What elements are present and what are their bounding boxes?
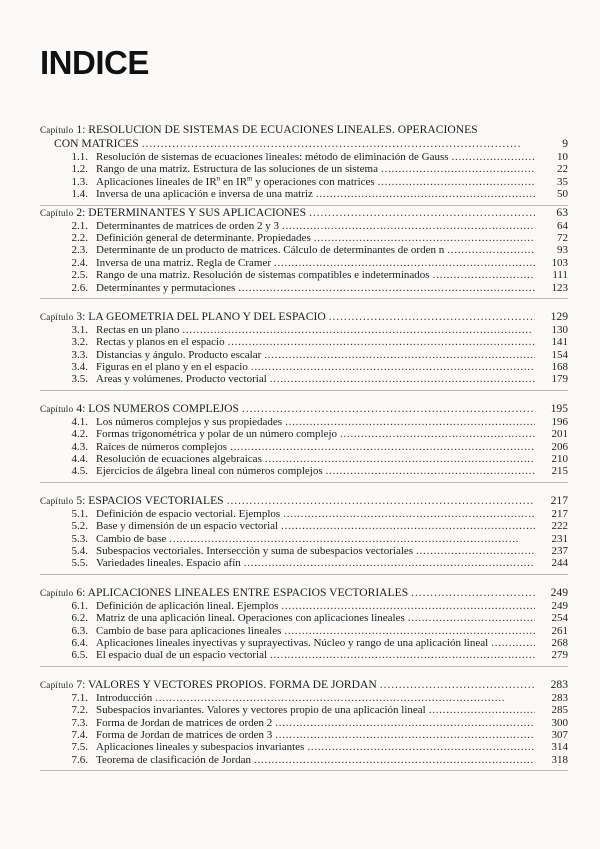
page-number: 130 xyxy=(551,323,568,336)
section-row xyxy=(40,416,568,428)
section-title: Rango de una matriz. Estructura de las soluciones de un sistema xyxy=(96,163,378,176)
section-title: Inversa de una matriz. Regla de Cramer xyxy=(96,256,272,269)
chapter-label: Capítulo 4: LOS NUMEROS COMPLEJOS xyxy=(40,401,239,415)
chapter-number: 6 xyxy=(76,585,83,599)
page-number: 64 xyxy=(557,219,568,232)
leader-dots xyxy=(228,336,535,348)
section-number: 6.4. xyxy=(71,636,88,649)
section-number: 4.4. xyxy=(71,453,88,466)
chapter-heading xyxy=(40,494,568,508)
chapter-heading xyxy=(40,310,568,324)
section-title: Aplicaciones lineales inyectivas y suprayectivas. Núcleo y rango de una aplicación lineal xyxy=(96,636,489,649)
section-number: 5.4. xyxy=(71,544,88,557)
section-number: 3.1. xyxy=(71,323,88,336)
leader-dots xyxy=(251,361,535,373)
page-number: 93 xyxy=(557,244,568,257)
page-number: 123 xyxy=(551,281,568,294)
section-number: 3.4. xyxy=(71,361,88,374)
page-number: 35 xyxy=(557,175,568,188)
page-number: 206 xyxy=(551,440,568,453)
section-number: 4.3. xyxy=(71,440,88,453)
section-list xyxy=(40,692,568,766)
leader-dots xyxy=(244,557,535,569)
section-title: Determinantes de matrices de orden 2 y 3 xyxy=(96,219,279,232)
chapter-number: 2 xyxy=(76,205,83,219)
section-list xyxy=(40,508,568,570)
chapter-heading xyxy=(40,586,568,600)
divider xyxy=(40,574,568,575)
page-number: 268 xyxy=(551,636,568,649)
section-title: Base y dimensión de un espacio vectorial xyxy=(96,520,279,533)
chapter-number: 4 xyxy=(76,401,83,415)
leader-dots xyxy=(275,717,535,729)
leader-dots xyxy=(316,188,535,200)
chapter-title: RESOLUCION DE SISTEMAS DE ECUACIONES LINEALES. OPERACIONES xyxy=(88,123,478,136)
section-title: Rectas y planos en el espacio xyxy=(96,336,225,349)
leader-dots xyxy=(408,612,535,624)
section-number: 6.5. xyxy=(71,649,88,662)
leader-dots xyxy=(447,244,535,256)
table-of-contents xyxy=(40,123,568,771)
leader-dots xyxy=(416,545,535,557)
section-row xyxy=(40,244,568,256)
page-number: 72 xyxy=(557,231,568,244)
section-row xyxy=(40,508,568,520)
chapter-label: Capítulo 3: LA GEOMETRIA DEL PLANO Y DEL ESPACIO xyxy=(40,309,326,323)
section-row xyxy=(40,163,568,175)
divider xyxy=(40,298,568,299)
section-row xyxy=(40,704,568,716)
section-row xyxy=(40,269,568,281)
chapter-heading xyxy=(40,402,568,416)
divider xyxy=(40,390,568,391)
page-number: 168 xyxy=(551,361,568,374)
section-title: Definición general de determinante. Propiedades xyxy=(96,231,311,244)
section-title: Rango de una matriz. Resolución de sistemas compatibles e indeterminados xyxy=(96,269,430,282)
section-title: Raíces de números complejos xyxy=(96,440,228,453)
section-row xyxy=(40,349,568,361)
section-row xyxy=(40,625,568,637)
leader-dots xyxy=(429,704,535,716)
leader-dots xyxy=(281,600,535,612)
section-title: Figuras en el plano y en el espacio xyxy=(96,361,248,374)
page-number: 215 xyxy=(551,465,568,478)
chapter-title: DETERMINANTES Y SUS APLICACIONES xyxy=(88,205,307,219)
page-number: 210 xyxy=(551,453,568,466)
divider xyxy=(40,666,568,667)
section-number: 1.1. xyxy=(71,151,88,163)
leader-dots xyxy=(264,349,535,361)
chapter-title: ESPACIOS VECTORIALES xyxy=(88,493,224,507)
section-row xyxy=(40,257,568,269)
section-number: 1.4. xyxy=(71,188,88,201)
section-number: 7.5. xyxy=(71,741,88,754)
section-number: 7.6. xyxy=(71,753,88,766)
page-number: 22 xyxy=(557,163,568,176)
section-title: Los números complejos y sus propiedades xyxy=(96,415,283,428)
section-title: Variedades lineales. Espacio afín xyxy=(96,557,241,570)
leader-dots xyxy=(282,220,535,232)
section-title: Introducción xyxy=(96,691,153,704)
section-title: Areas y volúmenes. Producto vectorial xyxy=(96,373,267,386)
section-number: 1.3. xyxy=(71,175,88,188)
chapter-word: Capítulo xyxy=(40,125,74,135)
chapter-label: Capítulo 7: VALORES Y VECTORES PROPIOS. FORMA DE JORDAN xyxy=(40,677,377,691)
page-number: 237 xyxy=(551,544,568,557)
chapter-2 xyxy=(40,206,568,299)
section-row xyxy=(40,533,568,545)
leader-dots xyxy=(270,373,535,385)
page-number: 261 xyxy=(551,624,568,637)
leader-dots xyxy=(307,741,535,753)
chapters-list xyxy=(40,206,568,772)
section-row xyxy=(40,282,568,294)
chapter-word: Capítulo xyxy=(40,403,74,414)
section-title: Determinantes y permutaciones xyxy=(96,281,236,294)
superscript: m xyxy=(247,174,253,183)
section-number: 3.5. xyxy=(71,373,88,386)
chapter-word: Capítulo xyxy=(40,679,74,690)
section-title: Distancias y ángulo. Producto escalar xyxy=(96,348,262,361)
leader-dots xyxy=(284,625,535,637)
leader-dots xyxy=(285,416,535,428)
section-row xyxy=(40,557,568,569)
section-row xyxy=(40,717,568,729)
chapter-label: Capítulo 6: APLICACIONES LINEALES ENTRE ESPACIOS VECTORIALES xyxy=(40,585,409,599)
section-title: Inversa de una aplicación e inversa de una matriz xyxy=(96,188,313,201)
section-row xyxy=(40,441,568,453)
page-number: 201 xyxy=(551,428,568,441)
leader-dots xyxy=(326,465,535,477)
page-number: 249 xyxy=(551,599,568,612)
section-number: 3.3. xyxy=(71,348,88,361)
chapter-number: 7 xyxy=(76,677,83,691)
page-number: 9 xyxy=(562,137,568,150)
section-row xyxy=(40,324,568,336)
section-number: 2.3. xyxy=(71,244,88,257)
page-number: 179 xyxy=(551,373,568,386)
section-title: Subespacios vectoriales. Intersección y suma de subespacios vectoriales xyxy=(96,544,414,557)
leader-dots xyxy=(452,151,535,163)
chapter-number: 5 xyxy=(76,493,83,507)
section-title xyxy=(96,176,375,188)
section-title-part: y operaciones con matrices xyxy=(252,175,375,188)
chapter-title: VALORES Y VECTORES PROPIOS. FORMA DE JORDAN xyxy=(88,677,377,691)
leader-dots xyxy=(169,533,535,545)
section-title: El espacio dual de un espacio vectorial xyxy=(96,649,268,662)
chapter-word: Capítulo xyxy=(40,311,74,322)
leader-dots xyxy=(254,754,535,766)
section-number: 7.4. xyxy=(71,728,88,741)
section-list xyxy=(40,220,568,294)
leader-dots xyxy=(283,508,535,520)
page-number: 10 xyxy=(557,151,568,163)
chapter-title: LA GEOMETRIA DEL PLANO Y DEL ESPACIO xyxy=(88,309,326,323)
chapter-4 xyxy=(40,402,568,483)
leader-dots xyxy=(242,402,535,416)
leader-dots xyxy=(230,441,535,453)
page-number: 63 xyxy=(556,205,568,219)
section-number: 5.1. xyxy=(71,507,88,520)
section-title: Formas trigonométrica y polar de un número complejo xyxy=(96,428,338,441)
page-number: 283 xyxy=(550,677,568,691)
chapter-title: APLICACIONES LINEALES ENTRE ESPACIOS VECTORIALES xyxy=(87,585,409,599)
section-title: Resolución de ecuaciones algebraicas xyxy=(96,453,262,466)
section-title: Forma de Jordan de matrices de orden 3 xyxy=(96,728,273,741)
leader-dots xyxy=(329,310,535,324)
chapter-5 xyxy=(40,494,568,575)
page-number: 196 xyxy=(551,415,568,428)
superscript: n xyxy=(216,174,221,183)
section-title: Ejercicios de álgebra lineal con números complejos xyxy=(96,465,323,478)
leader-dots xyxy=(265,453,535,465)
chapter-heading xyxy=(40,206,568,220)
chapter-heading: Capítulo 1: RESOLUCION DE SISTEMAS DE ECUACIONES LINEALES. OPERACIONES xyxy=(40,123,478,136)
section-row xyxy=(40,336,568,348)
page-number: 285 xyxy=(551,704,568,717)
chapter-word: Capítulo xyxy=(40,495,74,506)
section-number: 5.2. xyxy=(71,520,88,533)
chapter-6 xyxy=(40,586,568,667)
page-number: 195 xyxy=(550,401,568,415)
section-number: 2.6. xyxy=(71,281,88,294)
leader-dots xyxy=(309,206,535,220)
section-number: 5.5. xyxy=(71,557,88,570)
page-number: 50 xyxy=(557,188,568,201)
section-number: 6.3. xyxy=(71,624,88,637)
section-row xyxy=(40,637,568,649)
section-title-part: Aplicaciones lineales de IR xyxy=(96,175,217,188)
chapter-label: Capítulo 5: ESPACIOS VECTORIALES xyxy=(40,493,224,507)
chapter-title-cont: CON MATRICES xyxy=(54,137,139,150)
leader-dots xyxy=(381,163,535,175)
section-row xyxy=(40,453,568,465)
chapter-heading-line2 xyxy=(40,137,568,151)
section-title: Rectas en un plano xyxy=(96,323,180,336)
section-number: 1.2. xyxy=(71,163,88,176)
section-row xyxy=(40,465,568,477)
leader-dots xyxy=(155,692,535,704)
leader-dots xyxy=(378,176,535,188)
page-title: INDICE xyxy=(40,44,149,81)
section-row xyxy=(40,232,568,244)
section-title: Matriz de una aplicación lineal. Operaciones con aplicaciones lineales xyxy=(96,612,405,625)
section-title: Subespacios invariantes. Valores y vectores propio de una aplicación lineal xyxy=(96,704,426,717)
leader-dots xyxy=(281,520,535,532)
chapter-number: 3 xyxy=(76,309,83,323)
section-number: 7.2. xyxy=(71,704,88,717)
section-number: 2.5. xyxy=(71,269,88,282)
section-number: 2.4. xyxy=(71,256,88,269)
section-number: 6.2. xyxy=(71,612,88,625)
page-number: 314 xyxy=(551,741,568,754)
leader-dots xyxy=(182,324,535,336)
section-row xyxy=(40,361,568,373)
page-number: 279 xyxy=(551,649,568,662)
leader-dots xyxy=(142,137,535,151)
section-row xyxy=(40,649,568,661)
page-number: 249 xyxy=(550,585,568,599)
leader-dots xyxy=(411,586,535,600)
section-row xyxy=(40,373,568,385)
section-title-part: en IR xyxy=(220,175,248,188)
leader-dots xyxy=(227,494,535,508)
page-number: 222 xyxy=(551,520,568,533)
chapter-title: LOS NUMEROS COMPLEJOS xyxy=(88,401,239,415)
section-row xyxy=(40,176,568,188)
page-number: 283 xyxy=(551,691,568,704)
section-list xyxy=(40,416,568,478)
page-number: 103 xyxy=(551,256,568,269)
page-number: 217 xyxy=(550,493,568,507)
section-number: 4.2. xyxy=(71,428,88,441)
section-number: 5.3. xyxy=(71,532,88,545)
page-number: 154 xyxy=(551,348,568,361)
section-title: Determinante de un producto de matrices. Cálculo de determinantes de orden n xyxy=(96,244,445,257)
section-number: 7.1. xyxy=(71,691,88,704)
leader-dots xyxy=(238,282,535,294)
leader-dots xyxy=(433,269,535,281)
section-title: Definición de espacio vectorial. Ejemplos xyxy=(96,507,281,520)
page-number: 217 xyxy=(551,507,568,520)
chapter-heading xyxy=(40,678,568,692)
section-title: Forma de Jordan de matrices de orden 2 xyxy=(96,716,273,729)
section-row xyxy=(40,520,568,532)
page-number: 244 xyxy=(551,557,568,570)
section-title: Aplicaciones lineales y subespacios invariantes xyxy=(96,741,305,754)
leader-dots xyxy=(491,637,535,649)
chapter-word: Capítulo xyxy=(40,207,74,218)
page-number: 307 xyxy=(551,728,568,741)
page-number: 111 xyxy=(552,269,568,282)
section-title: Cambio de base para aplicaciones lineales xyxy=(96,624,282,637)
chapter-7 xyxy=(40,678,568,771)
section-number: 6.1. xyxy=(71,599,88,612)
section-list xyxy=(40,324,568,386)
leader-dots xyxy=(314,232,535,244)
leader-dots xyxy=(340,428,535,440)
chapter-label: Capítulo 2: DETERMINANTES Y SUS APLICACIONES xyxy=(40,205,307,219)
divider xyxy=(40,770,568,771)
section-title: Teorema de clasificación de Jordan xyxy=(96,753,251,766)
section-title: Cambio de base xyxy=(96,532,167,545)
divider xyxy=(40,482,568,483)
section-row xyxy=(40,612,568,624)
section-row xyxy=(40,754,568,766)
page-number: 254 xyxy=(551,612,568,625)
section-number: 3.2. xyxy=(71,336,88,349)
page-number: 129 xyxy=(550,309,568,323)
section-row xyxy=(40,692,568,704)
chapter-3 xyxy=(40,310,568,391)
page-number: 318 xyxy=(551,753,568,766)
chapter-word: Capítulo xyxy=(40,587,74,598)
section-row xyxy=(40,545,568,557)
section-number: 2.2. xyxy=(71,231,88,244)
section-row xyxy=(40,428,568,440)
chapter-number: 1 xyxy=(76,123,83,136)
leader-dots xyxy=(275,729,535,741)
section-number: 2.1. xyxy=(71,219,88,232)
section-row xyxy=(40,220,568,232)
chapter-1 xyxy=(40,123,568,206)
section-number: 4.1. xyxy=(71,415,88,428)
section-row xyxy=(40,600,568,612)
page-number: 231 xyxy=(551,532,568,545)
section-title: Resolución de sistemas de ecuaciones lineales: método de eliminación de Gauss xyxy=(96,151,449,163)
section-title: Definición de aplicación lineal. Ejemplos xyxy=(96,599,279,612)
section-number: 4.5. xyxy=(71,465,88,478)
section-row xyxy=(40,741,568,753)
section-row xyxy=(40,729,568,741)
page-number: 141 xyxy=(551,336,568,349)
leader-dots xyxy=(274,257,535,269)
section-row xyxy=(40,188,568,200)
leader-dots xyxy=(380,678,535,692)
leader-dots xyxy=(270,649,535,661)
page-number: 300 xyxy=(551,716,568,729)
section-row xyxy=(40,151,568,163)
section-number: 7.3. xyxy=(71,716,88,729)
section-list xyxy=(40,600,568,662)
